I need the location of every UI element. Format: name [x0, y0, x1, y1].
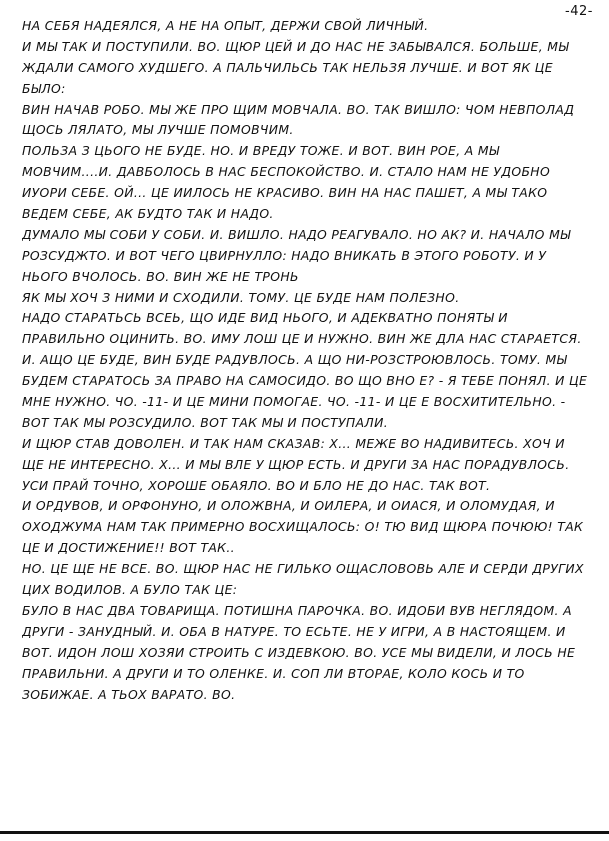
text-line-segment: ДРУГИ - ЗАНУДНЫЙ. И. ОБА В НАТУРЕ. ТО ЕСЬТЕ. НЕ У ИГРИ, А В НАСТОЯЩЕМ. И — [22, 623, 566, 639]
text-line-segment: ВИН НАЧАВ РОБО. МЫ ЖЕ ПРО ЩИМ МОВЧАЛА. ВО. ТАК ВИШЛО: ЧОМ НЕВПОЛАД — [22, 101, 575, 117]
text-line-segment: ИУОРИ СЕБЕ. ОЙ... ЦЕ ИИЛОСЬ НЕ КРАСИВО. ВИН НА НАС ПАШЕТ, А МЫ ТАКО — [22, 185, 548, 201]
text-line — [22, 225, 592, 288]
text-line-segment: МНЕ НУЖНО. ЧО. -11- И ЦЕ МИНИ ПОМОГАЕ. ЧО. -11- И ЦЕ Е ВОСХИТИТЕЛЬНО. - — [22, 394, 566, 410]
text-line — [22, 288, 592, 309]
text-line — [22, 496, 592, 559]
text-line-segment: И ОРДУВОВ, И ОРФОНУНО, И ОЛОЖВНА, И ОИЛЕРА, И ОИАСЯ, И ОЛОМУДАЯ, И — [22, 498, 555, 514]
text-line-segment: И МЫ ТАК И ПОСТУПИЛИ. ВО. ЩЮР ЦЕЙ И ДО НАС НЕ ЗАБЫВАЛСЯ. БОЛЬШЕ, МЫ — [22, 38, 569, 54]
text-line-segment: НА СЕБЯ НАДЕЯЛСЯ, А НЕ НА ОПЫТ, ДЕРЖИ СВОЙ ЛИЧНЫЙ. — [22, 18, 429, 33]
text-line-segment: ЖДАЛИ САМОГО ХУДШЕГО. А ПАЛЬЧИЛЬСЬ ТАК НЕЛЬЗЯ ЛУЧШЕ. И ВОТ ЯК ЦЕ — [22, 59, 553, 75]
text-line-segment: ДУМАЛО МЫ СОБИ У СОБИ. И. ВИШЛО. НАДО РЕАГУВАЛО. НО АК? И. НАЧАЛО МЫ — [22, 226, 571, 242]
text-line-segment: ЦИХ ВОДИЛОВ. А БУЛО ТАК ЦЕ: — [22, 582, 238, 598]
text-line-segment: НАДО СТАРАТЬСЬ ВСЕЬ, ЩО ИДЕ ВИД НЬОГО, И АДЕКВАТНО ПОНЯТЫ И — [22, 310, 508, 326]
text-line-segment: НЬОГО ВЧОЛОСЬ. ВО. ВИН ЖЕ НЕ ТРОНЬ — [22, 268, 299, 284]
text-line-segment: ЦЕ И ДОСТИЖЕНИЕ!! ВОТ ТАК.. — [22, 540, 235, 556]
text-line-segment: БУДЕМ СТАРАТОСЬ ЗА ПРАВО НА САМОСИДО. ВО ЩО ВНО Е? - Я ТЕБЕ ПОНЯЛ. И ЦЕ — [22, 373, 588, 389]
text-line — [22, 601, 592, 705]
text-line — [22, 100, 592, 142]
text-line-segment: НО. ЦЕ ЩЕ НЕ ВСЕ. ВО. ЩЮР НАС НЕ ГИЛЬКО ОЩАСЛОВОВЬ АЛЕ И СЕРДИ ДРУГИХ — [22, 561, 584, 577]
text-line-segment: МОВЧИМ....И. ДАВБОЛОСЬ В НАС БЕСПОКОЙСТВО. И. СТАЛО НАМ НЕ УДОБНО — [22, 164, 551, 180]
text-line — [22, 308, 592, 433]
text-line — [22, 16, 592, 37]
text-line — [22, 559, 592, 601]
text-line — [22, 141, 592, 225]
text-line-segment: ВОТ. ИДОН ЛОШ ХОЗЯИ СТРОИТЬ С ИЗДЕВКОЮ. ВО. УСЕ МЫ ВИДЕЛИ, И ЛОСЬ НЕ — [22, 644, 576, 660]
text-line-segment: И ЩЮР СТАВ ДОВОЛЕН. И ТАК НАМ СКАЗАВ: Х... МЕЖЕ ВО НАДИВИТЕСЬ. ХОЧ И — [22, 435, 565, 451]
text-line-segment: ПРАВИЛЬНИ. А ДРУГИ И ТО ОЛЕНКЕ. И. СОП ЛИ ВТОРАЕ, КОЛО КОСЬ И ТО — [22, 665, 525, 681]
text-line-segment: ВОТ ТАК МЫ РОЗСУДИЛО. ВОТ ТАК МЫ И ПОСТУПАЛИ. — [22, 414, 389, 430]
text-line-segment: И. АЩО ЦЕ БУДЕ, ВИН БУДЕ РАДУВЛОСЬ. А ЩО НИ-РОЗСТРОЮВЛОСЬ. ТОМУ. МЫ — [22, 352, 568, 368]
text-line-segment: РОЗСУДЖТО. И ВОТ ЧЕГО ЦВИРНУЛЛО: НАДО ВНИКАТЬ В ЭТОГО РОБОТУ. И У — [22, 247, 547, 263]
text-line-segment: ЗОБИЖАЕ. А ТЬОХ ВАРАТО. ВО. — [22, 686, 236, 702]
text-line-segment: БУЛО В НАС ДВА ТОВАРИЩА. ПОТИШНА ПАРОЧКА. ВО. ИДОБИ ВУВ НЕГЛЯДОМ. А — [22, 602, 572, 618]
text-line-segment: ЩОСЬ ЛЯЛАТО, МЫ ЛУЧШЕ ПОМОВЧИМ. — [22, 122, 294, 138]
text-line-segment: ПРАВИЛЬНО ОЦИНИТЬ. ВО. ИМУ ЛОШ ЦЕ И НУЖНО. ВИН ЖЕ ДЛА НАС СТАРАЕТСЯ. — [22, 331, 582, 347]
text-line-segment: БЫЛО: — [22, 80, 66, 96]
page-number: -42- — [565, 4, 593, 19]
text-line — [22, 434, 592, 497]
text-line-segment: ЯК МЫ ХОЧ З НИМИ И СХОДИЛИ. ТОМУ. ЦЕ БУДЕ НАМ ПОЛЕЗНО. — [22, 289, 460, 305]
bottom-rule — [0, 831, 609, 834]
text-line — [22, 37, 592, 100]
text-line-segment: ВЕДЕМ СЕБЕ, АК БУДТО ТАК И НАДО. — [22, 206, 274, 222]
text-line-segment: УСИ ПРАЙ ТОЧНО, ХОРОШЕ ОБАЯЛО. ВО И БЛО НЕ ДО НАС. ТАК ВОТ. — [22, 477, 491, 493]
text-line-segment: ЩЕ НЕ ИНТЕРЕСНО. Х... И МЫ ВЛЕ У ЩЮР ЕСТЬ. И ДРУГИ ЗА НАС ПОРАДУВЛОСЬ. — [22, 456, 570, 472]
text-line-segment: ОХОДЖУМА НАМ ТАК ПРИМЕРНО ВОСХИЩАЛОСЬ: О! ТЮ ВИД ЩЮРА ПОЧЮЮ! ТАК — [22, 519, 584, 535]
handwritten-text-block — [22, 16, 592, 705]
text-line-segment: ПОЛЬЗА З ЦЬОГО НЕ БУДЕ. НО. И ВРЕДУ ТОЖЕ. И ВОТ. ВИН РОЕ, А МЫ — [22, 143, 500, 159]
